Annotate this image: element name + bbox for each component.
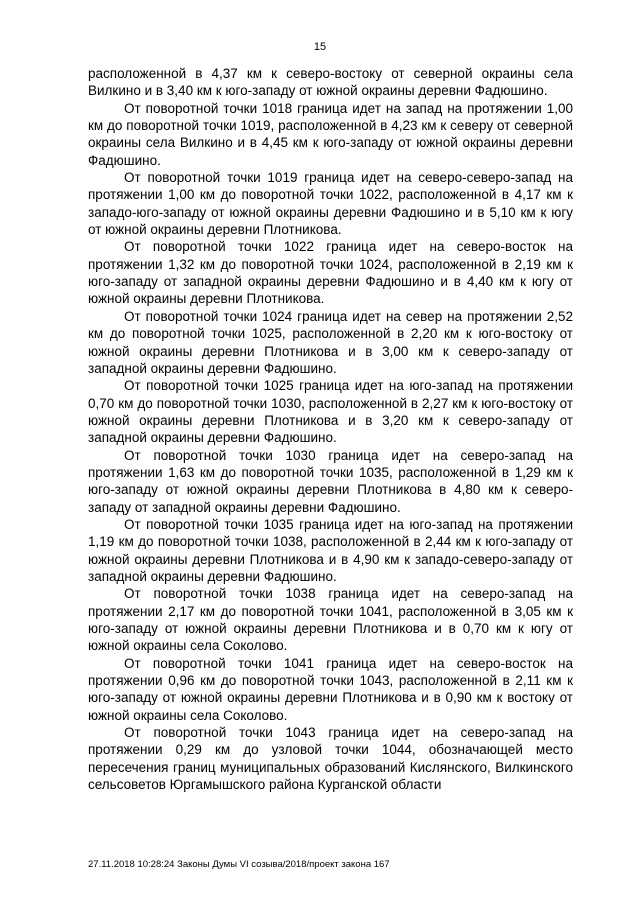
page-number: 15 — [313, 41, 327, 53]
paragraph-continuation: расположенной в 4,37 км к северо-востоку от северной окраины села Вилкино и в 3,40 км к юго-западу от южной окраины деревни Фадюшино. — [88, 66, 573, 99]
paragraph-point-1022: От поворотной точки 1022 граница идет на северо-восток на протяжении 1,32 км до поворотной точки 1024, расположенной в 2,19 км к юго-западу от западной окраины деревни Фадюшино и в 4,40 км к югу от южной окраины деревни Плотникова. — [88, 239, 573, 307]
paragraph-point-1043: От поворотной точки 1043 граница идет на северо-запад на протяжении 0,29 км до узловой точки 1044, обозначающей место пересечения границ муниципальных образований Кислянского, Вилкинского сельсоветов Юргамышского района Курганской области — [88, 725, 573, 793]
paragraph-point-1019: От поворотной точки 1019 граница идет на северо-северо-запад на протяжении 1,00 км до поворотной точки 1022, расположенной в 4,17 км к западо-юго-западу от южной окраины деревни Фадюшино и в 5,10 км к югу от южной окраины деревни Плотникова. — [88, 170, 573, 238]
document-footer: 27.11.2018 10:28:24 Законы Думы VI созыва/2018/проект закона 167 — [88, 859, 390, 870]
paragraph-point-1038: От поворотной точки 1038 граница идет на северо-запад на протяжении 2,17 км до поворотной точки 1041, расположенной в 3,05 км к юго-западу от южной окраины деревни Плотникова и в 0,70 км к югу от южной окраины села Соколово. — [88, 586, 573, 654]
paragraph-point-1025: От поворотной точки 1025 граница идет на юго-запад на протяжении 0,70 км до поворотной точки 1030, расположенной в 2,27 км к юго-востоку от южной окраины деревни Плотникова и в 3,20 км к северо-западу от западной окраины деревни Фадюшино. — [88, 378, 573, 446]
paragraph-point-1030: От поворотной точки 1030 граница идет на северо-запад на протяжении 1,63 км до поворотной точки 1035, расположенной в 1,29 км к юго-западу от южной окраины деревни Плотникова в 4,80 км к северо-западу от западной окраины деревни Фадюшино. — [88, 447, 573, 515]
paragraph-point-1041: От поворотной точки 1041 граница идет на северо-восток на протяжении 0,96 км до поворотной точки 1043, расположенной в 2,11 км к юго-западу от южной окраины деревни Плотникова и в 0,90 км к востоку от южной окраины села Соколово. — [88, 655, 573, 723]
paragraph-point-1024: От поворотной точки 1024 граница идет на север на протяжении 2,52 км до поворотной точки 1025, расположенной в 2,20 км к юго-востоку от южной окраины деревни Плотникова и в 3,00 км к северо-западу от западной окраины деревни Фадюшино. — [88, 308, 573, 376]
paragraph-point-1018: От поворотной точки 1018 граница идет на запад на протяжении 1,00 км до поворотной точки 1019, расположенной в 4,23 км к северу от северной окраины села Вилкино и в 4,45 км к юго-западу от южной окраины деревни Фадюшино. — [88, 100, 573, 168]
document-body — [88, 65, 573, 793]
paragraph-point-1035: От поворотной точки 1035 граница идет на юго-запад на протяжении 1,19 км до поворотной точки 1038, расположенной в 2,44 км к юго-западу от южной окраины деревни Плотникова и в 4,90 км к западо-северо-западу от западной окраины деревни Фадюшино. — [88, 516, 573, 584]
